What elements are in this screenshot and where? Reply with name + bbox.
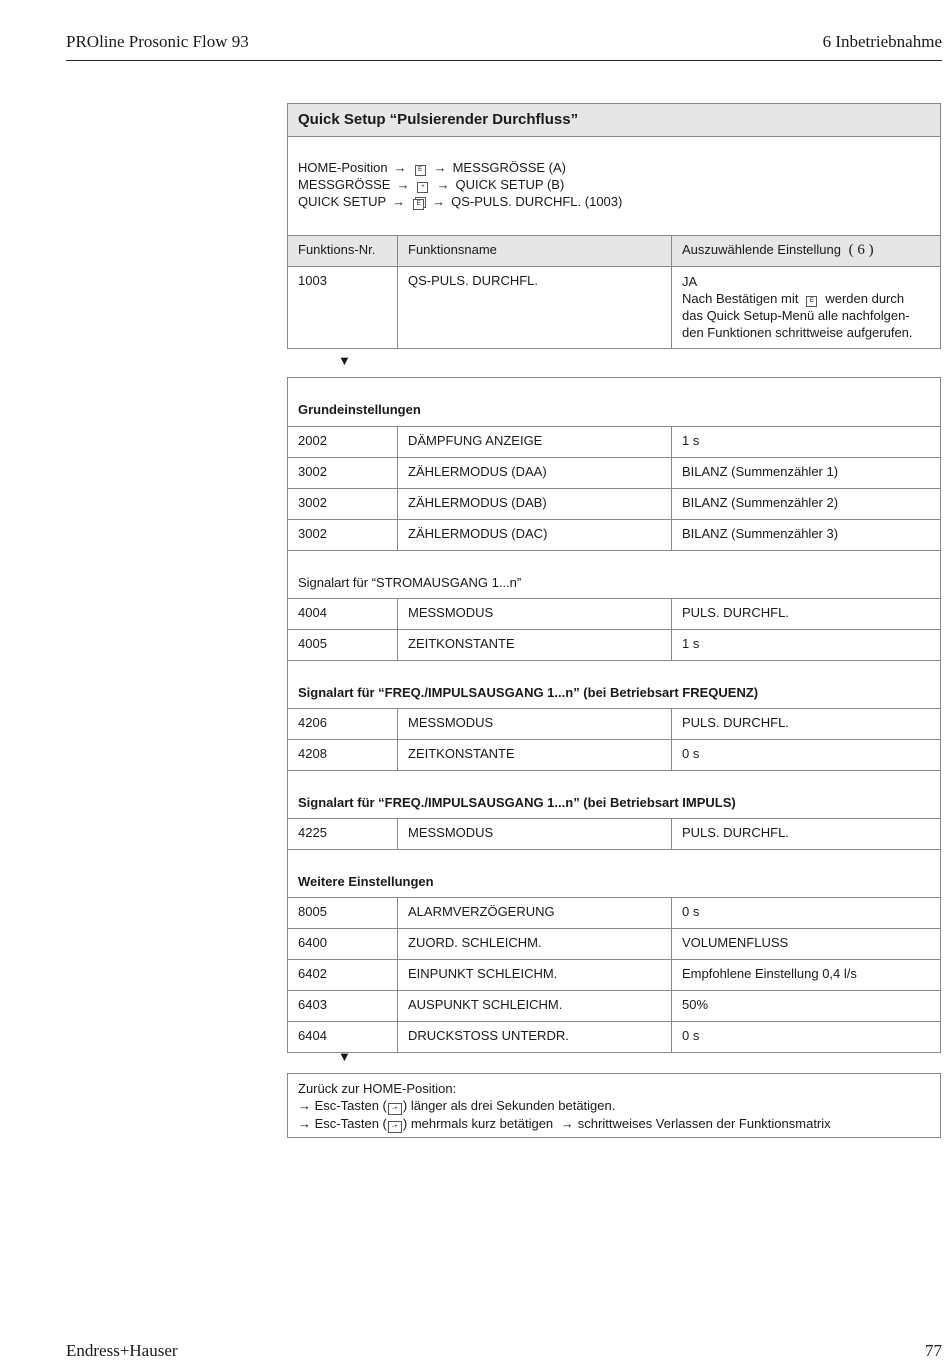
function-nr: 8005	[288, 898, 398, 928]
table-row	[288, 708, 940, 739]
function-setting: BILANZ (Summenzähler 2)	[682, 495, 839, 510]
section-heading: Signalart für “FREQ./IMPULSAUSGANG 1...n” (bei Betriebsart IMPULS)	[288, 770, 940, 818]
function-setting: 1 s	[682, 433, 700, 448]
return-text: ) mehrmals kurz betätigen	[402, 1116, 554, 1131]
function-nr: 4005	[288, 630, 398, 660]
function-nr: 4206	[288, 709, 398, 739]
setting-note: werden durch	[825, 291, 905, 306]
function-name: DRUCKSTOSS UNTERDR.	[398, 1022, 672, 1052]
table-row	[288, 739, 940, 770]
function-name: ZEITKONSTANTE	[398, 630, 672, 660]
section-heading: Signalart für “FREQ./IMPULSAUSGANG 1...n” (bei Betriebsart FREQUENZ)	[288, 660, 940, 708]
return-line-2	[298, 1115, 940, 1133]
footer-brand: Endress+Hauser	[66, 1341, 178, 1360]
function-name: AUSPUNKT SCHLEICHM.	[398, 991, 672, 1021]
function-nr: 6400	[288, 929, 398, 959]
table-row	[288, 1021, 940, 1052]
hand-symbol-icon: ( 6 )	[848, 242, 874, 258]
section-heading: Signalart für “STROMAUSGANG 1...n”	[288, 550, 940, 598]
function-setting: VOLUMENFLUSS	[682, 935, 789, 950]
nav-from: MESSGRÖSSE	[298, 177, 391, 192]
function-setting: PULS. DURCHFL.	[682, 605, 789, 620]
nav-line-1	[298, 159, 940, 176]
arrow-icon: →	[560, 1116, 574, 1131]
function-setting: 1 s	[682, 636, 700, 651]
function-setting: 0 s	[682, 1028, 700, 1043]
function-name: ZÄHLERMODUS (DAC)	[398, 520, 672, 550]
arrow-icon: →	[432, 194, 446, 209]
function-nr: 2002	[288, 427, 398, 457]
nav-to: QUICK SETUP (B)	[455, 177, 565, 192]
function-setting: PULS. DURCHFL.	[682, 715, 789, 730]
arrow-icon: →	[298, 1098, 311, 1113]
function-name: DÄMPFUNG ANZEIGE	[398, 427, 672, 457]
function-setting: BILANZ (Summenzähler 3)	[682, 526, 839, 541]
function-setting: 0 s	[682, 746, 700, 761]
return-title: Zurück zur HOME-Position:	[298, 1081, 457, 1096]
table-row	[288, 488, 940, 519]
plus-key-icon: +	[417, 182, 428, 193]
return-line-1	[298, 1097, 940, 1115]
setting-value: JA	[682, 274, 698, 289]
setting-note: den Funktionen schrittweise aufgerufen.	[682, 325, 913, 340]
function-setting: 50%	[682, 997, 709, 1012]
arrow-icon: →	[393, 160, 407, 175]
table-row	[288, 629, 940, 660]
page-header-title: PROline Prosonic Flow 93	[66, 32, 249, 51]
function-name: QS-PULS. DURCHFL.	[398, 267, 672, 348]
esc-keys-icon: -+	[388, 1103, 402, 1115]
function-name: ZÄHLERMODUS (DAB)	[398, 489, 672, 519]
function-setting	[672, 267, 940, 348]
table-row	[288, 598, 940, 629]
function-name: MESSMODUS	[398, 819, 672, 849]
header-divider	[66, 60, 942, 61]
setting-note: das Quick Setup-Menü alle nachfolgen-	[682, 308, 910, 323]
function-nr: 6403	[288, 991, 398, 1021]
function-name: MESSMODUS	[398, 709, 672, 739]
col-header-setting-label: Auszuwählende Einstellung	[682, 242, 841, 257]
nav-from: HOME-Position	[298, 160, 388, 175]
function-setting: PULS. DURCHFL.	[682, 825, 789, 840]
function-setting: 0 s	[682, 904, 700, 919]
enter-key-icon: E	[415, 165, 426, 176]
function-nr: 3002	[288, 520, 398, 550]
table-header	[288, 235, 940, 266]
nav-line-2	[298, 176, 940, 193]
function-nr: 6404	[288, 1022, 398, 1052]
function-nr: 6402	[288, 960, 398, 990]
down-arrow-icon: ▼	[338, 353, 351, 368]
function-nr: 4004	[288, 599, 398, 629]
function-name: ZÄHLERMODUS (DAA)	[398, 458, 672, 488]
table-row	[288, 818, 940, 849]
function-nr: 3002	[288, 489, 398, 519]
function-nr: 4208	[288, 740, 398, 770]
function-name: MESSMODUS	[398, 599, 672, 629]
function-nr: 3002	[288, 458, 398, 488]
return-text: Esc-Tasten (	[314, 1116, 387, 1131]
nav-from: QUICK SETUP	[298, 194, 387, 209]
return-text: ) länger als drei Sekunden betätigen.	[402, 1098, 616, 1113]
return-text: Esc-Tasten (	[314, 1098, 387, 1113]
table-row	[288, 959, 940, 990]
function-setting: Empfohlene Einstellung 0,4 l/s	[682, 966, 857, 981]
arrow-icon: →	[396, 177, 410, 192]
function-setting: BILANZ (Summenzähler 1)	[682, 464, 839, 479]
page-number: 77	[925, 1341, 942, 1360]
table-row	[288, 928, 940, 959]
function-name: ZEITKONSTANTE	[398, 740, 672, 770]
arrow-icon: →	[436, 177, 450, 192]
nav-line-3	[298, 193, 940, 210]
setting-note: Nach Bestätigen mit	[682, 291, 799, 306]
enter-hold-key-icon: E	[413, 199, 424, 210]
function-name: ALARMVERZÖGERUNG	[398, 898, 672, 928]
table-row	[288, 457, 940, 488]
down-arrow-icon: ▼	[338, 1049, 351, 1064]
nav-to: MESSGRÖSSE (A)	[452, 160, 566, 175]
col-header-name: Funktionsname	[398, 236, 672, 266]
table-row	[288, 990, 940, 1021]
return-box	[287, 1073, 941, 1138]
function-name: ZUORD. SCHLEICHM.	[398, 929, 672, 959]
function-nr: 4225	[288, 819, 398, 849]
esc-keys-icon: -+	[388, 1121, 402, 1133]
function-name: EINPUNKT SCHLEICHM.	[398, 960, 672, 990]
return-text: schrittweises Verlassen der Funktionsmatrix	[577, 1116, 831, 1131]
navigation-path	[288, 137, 940, 235]
col-header-nr: Funktions-Nr.	[288, 236, 398, 266]
section-heading: Grundeinstellungen	[298, 402, 421, 417]
table-row	[288, 519, 940, 550]
nav-to: QS-PULS. DURCHFL. (1003)	[451, 194, 623, 209]
enter-key-icon: E	[806, 296, 817, 307]
function-nr: 1003	[288, 267, 398, 348]
settings-box	[287, 377, 941, 1053]
col-header-setting	[672, 236, 940, 266]
page-header-chapter: 6 Inbetriebnahme	[822, 32, 942, 51]
section-heading: Weitere Einstellungen	[288, 849, 940, 897]
quick-setup-title: Quick Setup “Pulsierender Durchfluss”	[288, 104, 940, 137]
arrow-icon: →	[392, 194, 406, 209]
arrow-icon: →	[433, 160, 447, 175]
table-row	[288, 426, 940, 457]
table-row	[288, 266, 940, 348]
arrow-icon: →	[298, 1116, 311, 1131]
quick-setup-box	[287, 103, 941, 349]
table-row	[288, 897, 940, 928]
